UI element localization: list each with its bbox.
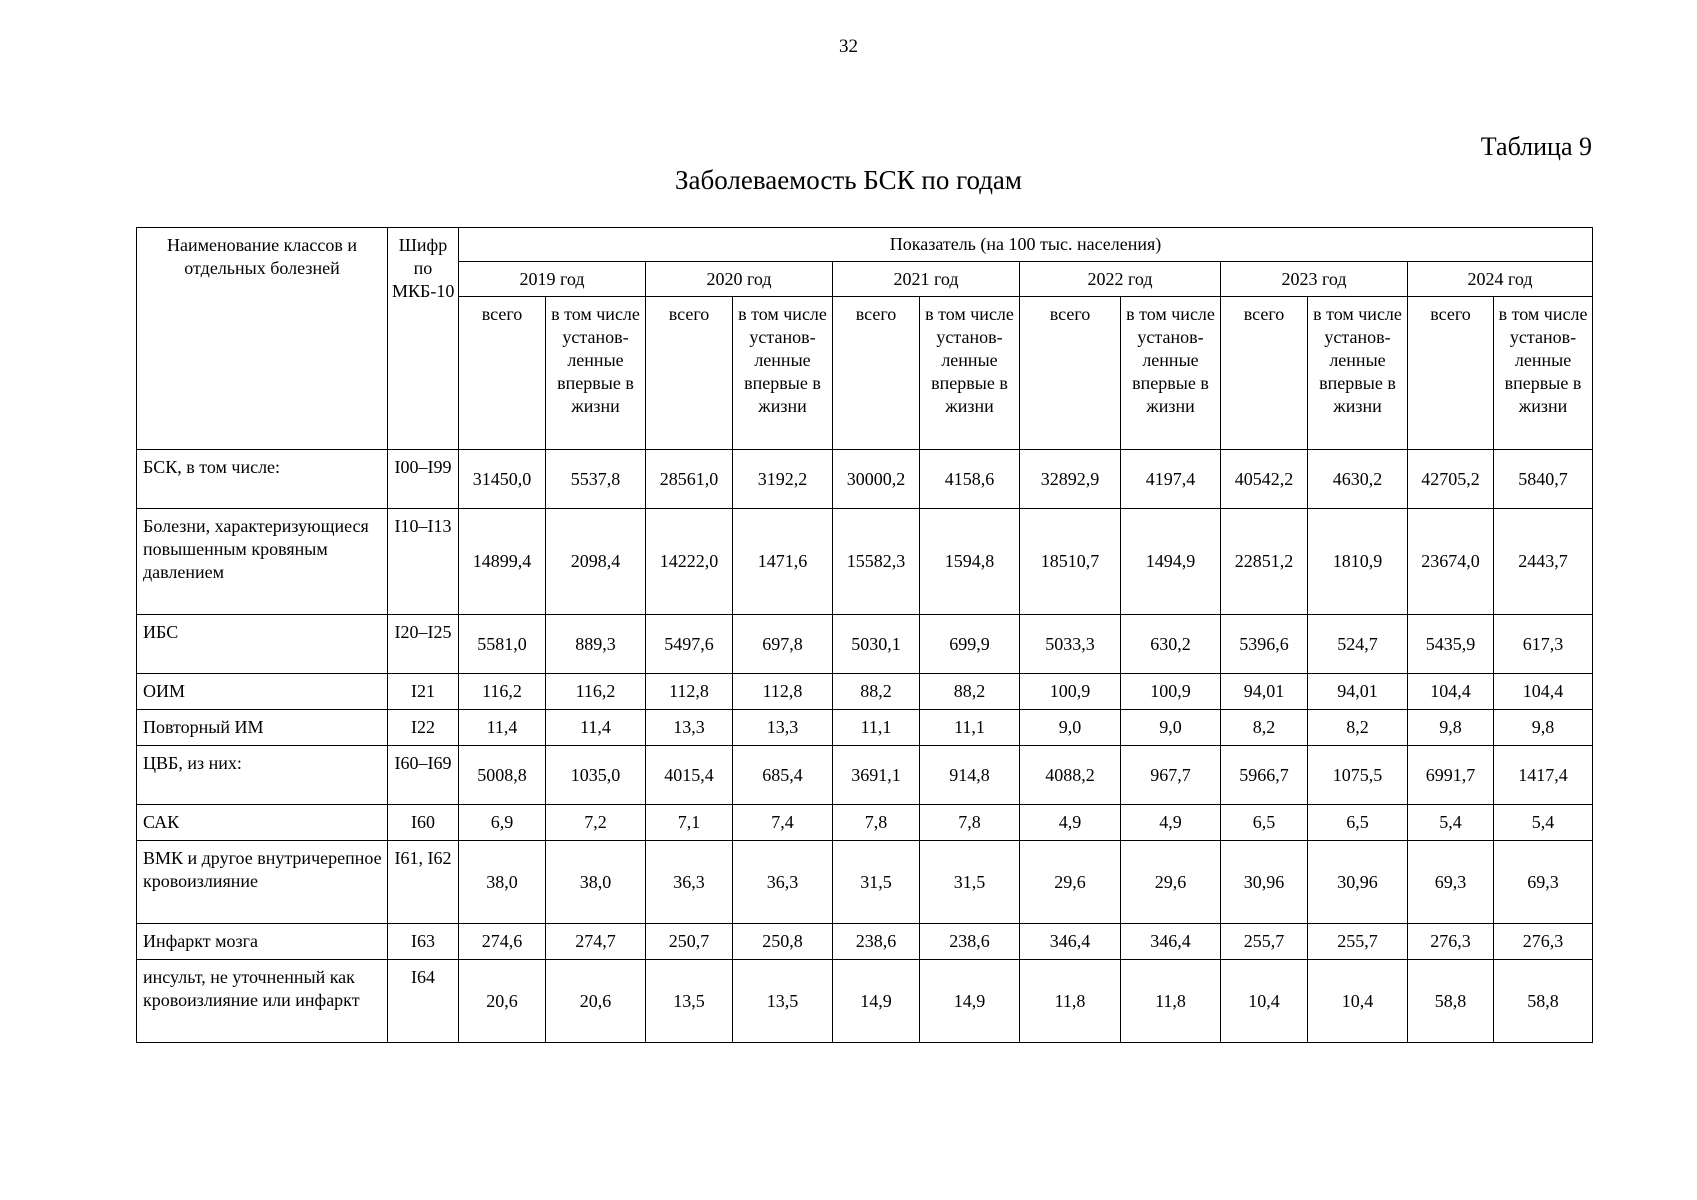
total-value-cell: 15582,3 xyxy=(833,509,920,615)
first-time-value-cell: 11,8 xyxy=(1121,960,1221,1043)
total-value-cell: 31450,0 xyxy=(459,450,546,509)
total-value-cell: 276,3 xyxy=(1408,924,1494,960)
header-first-time: в том числе установ-ленные впервые в жизни xyxy=(733,297,833,450)
icd-code-cell: I21 xyxy=(388,674,459,710)
first-time-value-cell: 1471,6 xyxy=(733,509,833,615)
first-time-value-cell: 2443,7 xyxy=(1494,509,1593,615)
first-time-value-cell: 11,4 xyxy=(546,710,646,746)
total-value-cell: 38,0 xyxy=(459,841,546,924)
total-value-cell: 6991,7 xyxy=(1408,746,1494,805)
first-time-value-cell: 4158,6 xyxy=(920,450,1020,509)
total-value-cell: 4,9 xyxy=(1020,805,1121,841)
header-year: 2021 год xyxy=(833,262,1020,297)
first-time-value-cell: 889,3 xyxy=(546,615,646,674)
first-time-value-cell: 88,2 xyxy=(920,674,1020,710)
total-value-cell: 31,5 xyxy=(833,841,920,924)
header-code: Шифр по МКБ-10 xyxy=(388,228,459,450)
first-time-value-cell: 10,4 xyxy=(1308,960,1408,1043)
total-value-cell: 7,1 xyxy=(646,805,733,841)
first-time-value-cell: 276,3 xyxy=(1494,924,1593,960)
total-value-cell: 346,4 xyxy=(1020,924,1121,960)
icd-code-cell: I60 xyxy=(388,805,459,841)
header-first-time: в том числе установ-ленные впервые в жизни xyxy=(1494,297,1593,450)
table-row xyxy=(137,746,1593,805)
total-value-cell: 14899,4 xyxy=(459,509,546,615)
total-value-cell: 88,2 xyxy=(833,674,920,710)
total-value-cell: 5,4 xyxy=(1408,805,1494,841)
header-first-time: в том числе установ-ленные впервые в жизни xyxy=(920,297,1020,450)
table-title: Заболеваемость БСК по годам xyxy=(674,165,1023,195)
total-value-cell: 20,6 xyxy=(459,960,546,1043)
first-time-value-cell: 14,9 xyxy=(920,960,1020,1043)
first-time-value-cell: 30,96 xyxy=(1308,841,1408,924)
total-value-cell: 42705,2 xyxy=(1408,450,1494,509)
incidence-table xyxy=(136,227,1593,1043)
table-body xyxy=(137,450,1593,1043)
table-row xyxy=(137,924,1593,960)
total-value-cell: 18510,7 xyxy=(1020,509,1121,615)
first-time-value-cell: 9,8 xyxy=(1494,710,1593,746)
total-value-cell: 30,96 xyxy=(1221,841,1308,924)
first-time-value-cell: 5537,8 xyxy=(546,450,646,509)
first-time-value-cell: 685,4 xyxy=(733,746,833,805)
disease-name-cell: ИБС xyxy=(137,615,388,674)
first-time-value-cell: 699,9 xyxy=(920,615,1020,674)
header-year: 2023 год xyxy=(1221,262,1408,297)
total-value-cell: 5033,3 xyxy=(1020,615,1121,674)
first-time-value-cell: 31,5 xyxy=(920,841,1020,924)
table-row xyxy=(137,805,1593,841)
first-time-value-cell: 346,4 xyxy=(1121,924,1221,960)
total-value-cell: 30000,2 xyxy=(833,450,920,509)
first-time-value-cell: 1810,9 xyxy=(1308,509,1408,615)
header-name: Наименование классов и отдельных болезней xyxy=(137,228,388,450)
first-time-value-cell: 9,0 xyxy=(1121,710,1221,746)
first-time-value-cell: 58,8 xyxy=(1494,960,1593,1043)
total-value-cell: 7,8 xyxy=(833,805,920,841)
first-time-value-cell: 1075,5 xyxy=(1308,746,1408,805)
icd-code-cell: I00–I99 xyxy=(388,450,459,509)
total-value-cell: 13,5 xyxy=(646,960,733,1043)
total-value-cell: 5966,7 xyxy=(1221,746,1308,805)
icd-code-cell: I64 xyxy=(388,960,459,1043)
first-time-value-cell: 116,2 xyxy=(546,674,646,710)
first-time-value-cell: 1417,4 xyxy=(1494,746,1593,805)
table-label: Таблица 9 xyxy=(1480,132,1592,161)
total-value-cell: 5497,6 xyxy=(646,615,733,674)
first-time-value-cell: 5,4 xyxy=(1494,805,1593,841)
disease-name-cell: Повторный ИМ xyxy=(137,710,388,746)
total-value-cell: 5435,9 xyxy=(1408,615,1494,674)
first-time-value-cell: 11,1 xyxy=(920,710,1020,746)
page-number: 32 xyxy=(839,36,858,57)
first-time-value-cell: 7,8 xyxy=(920,805,1020,841)
total-value-cell: 11,4 xyxy=(459,710,546,746)
disease-name-cell: ВМК и другое внутричерепное кровоизлияние xyxy=(137,841,388,924)
first-time-value-cell: 36,3 xyxy=(733,841,833,924)
first-time-value-cell: 1594,8 xyxy=(920,509,1020,615)
total-value-cell: 9,0 xyxy=(1020,710,1121,746)
header-first-time: в том числе установ-ленные впервые в жизни xyxy=(1121,297,1221,450)
first-time-value-cell: 2098,4 xyxy=(546,509,646,615)
first-time-value-cell: 4630,2 xyxy=(1308,450,1408,509)
total-value-cell: 3691,1 xyxy=(833,746,920,805)
total-value-cell: 9,8 xyxy=(1408,710,1494,746)
disease-name-cell: ОИМ xyxy=(137,674,388,710)
total-value-cell: 11,1 xyxy=(833,710,920,746)
total-value-cell: 22851,2 xyxy=(1221,509,1308,615)
first-time-value-cell: 4,9 xyxy=(1121,805,1221,841)
disease-name-cell: Инфаркт мозга xyxy=(137,924,388,960)
disease-name-cell: ЦВБ, из них: xyxy=(137,746,388,805)
header-total: всего xyxy=(833,297,920,450)
table-row xyxy=(137,509,1593,615)
first-time-value-cell: 524,7 xyxy=(1308,615,1408,674)
first-time-value-cell: 7,4 xyxy=(733,805,833,841)
total-value-cell: 4015,4 xyxy=(646,746,733,805)
icd-code-cell: I22 xyxy=(388,710,459,746)
disease-name-cell: БСК, в том числе: xyxy=(137,450,388,509)
first-time-value-cell: 250,8 xyxy=(733,924,833,960)
first-time-value-cell: 1494,9 xyxy=(1121,509,1221,615)
icd-code-cell: I61, I62 xyxy=(388,841,459,924)
disease-name-cell: САК xyxy=(137,805,388,841)
total-value-cell: 274,6 xyxy=(459,924,546,960)
header-year: 2024 год xyxy=(1408,262,1593,297)
total-value-cell: 69,3 xyxy=(1408,841,1494,924)
first-time-value-cell: 29,6 xyxy=(1121,841,1221,924)
icd-code-cell: I10–I13 xyxy=(388,509,459,615)
header-indicator: Показатель (на 100 тыс. населения) xyxy=(459,228,1593,262)
first-time-value-cell: 69,3 xyxy=(1494,841,1593,924)
header-total: всего xyxy=(1221,297,1308,450)
total-value-cell: 112,8 xyxy=(646,674,733,710)
total-value-cell: 29,6 xyxy=(1020,841,1121,924)
first-time-value-cell: 20,6 xyxy=(546,960,646,1043)
total-value-cell: 28561,0 xyxy=(646,450,733,509)
table-row xyxy=(137,674,1593,710)
header-first-time: в том числе установ-ленные впервые в жизни xyxy=(1308,297,1408,450)
first-time-value-cell: 94,01 xyxy=(1308,674,1408,710)
total-value-cell: 8,2 xyxy=(1221,710,1308,746)
header-first-time: в том числе установ-ленные впервые в жизни xyxy=(546,297,646,450)
table-row xyxy=(137,450,1593,509)
first-time-value-cell: 630,2 xyxy=(1121,615,1221,674)
first-time-value-cell: 13,3 xyxy=(733,710,833,746)
header-year: 2019 год xyxy=(459,262,646,297)
total-value-cell: 10,4 xyxy=(1221,960,1308,1043)
total-value-cell: 94,01 xyxy=(1221,674,1308,710)
total-value-cell: 14,9 xyxy=(833,960,920,1043)
disease-name-cell: инсульт, не уточненный как кровоизлияние или инфаркт xyxy=(137,960,388,1043)
total-value-cell: 104,4 xyxy=(1408,674,1494,710)
total-value-cell: 6,9 xyxy=(459,805,546,841)
total-value-cell: 32892,9 xyxy=(1020,450,1121,509)
total-value-cell: 40542,2 xyxy=(1221,450,1308,509)
first-time-value-cell: 5840,7 xyxy=(1494,450,1593,509)
total-value-cell: 5581,0 xyxy=(459,615,546,674)
table-row xyxy=(137,960,1593,1043)
total-value-cell: 250,7 xyxy=(646,924,733,960)
first-time-value-cell: 38,0 xyxy=(546,841,646,924)
total-value-cell: 116,2 xyxy=(459,674,546,710)
first-time-value-cell: 8,2 xyxy=(1308,710,1408,746)
table-row xyxy=(137,710,1593,746)
disease-name-cell: Болезни, характеризующиеся повышенным кровяным давлением xyxy=(137,509,388,615)
table-row xyxy=(137,841,1593,924)
total-value-cell: 238,6 xyxy=(833,924,920,960)
total-value-cell: 5396,6 xyxy=(1221,615,1308,674)
first-time-value-cell: 697,8 xyxy=(733,615,833,674)
icd-code-cell: I60–I69 xyxy=(388,746,459,805)
first-time-value-cell: 112,8 xyxy=(733,674,833,710)
first-time-value-cell: 6,5 xyxy=(1308,805,1408,841)
total-value-cell: 4088,2 xyxy=(1020,746,1121,805)
total-value-cell: 11,8 xyxy=(1020,960,1121,1043)
table-row xyxy=(137,615,1593,674)
header-total: всего xyxy=(459,297,546,450)
total-value-cell: 100,9 xyxy=(1020,674,1121,710)
first-time-value-cell: 967,7 xyxy=(1121,746,1221,805)
first-time-value-cell: 617,3 xyxy=(1494,615,1593,674)
first-time-value-cell: 255,7 xyxy=(1308,924,1408,960)
first-time-value-cell: 1035,0 xyxy=(546,746,646,805)
first-time-value-cell: 4197,4 xyxy=(1121,450,1221,509)
table-header xyxy=(137,228,1593,450)
first-time-value-cell: 13,5 xyxy=(733,960,833,1043)
icd-code-cell: I63 xyxy=(388,924,459,960)
icd-code-cell: I20–I25 xyxy=(388,615,459,674)
header-total: всего xyxy=(1020,297,1121,450)
total-value-cell: 13,3 xyxy=(646,710,733,746)
first-time-value-cell: 274,7 xyxy=(546,924,646,960)
header-year: 2022 год xyxy=(1020,262,1221,297)
first-time-value-cell: 100,9 xyxy=(1121,674,1221,710)
first-time-value-cell: 3192,2 xyxy=(733,450,833,509)
first-time-value-cell: 914,8 xyxy=(920,746,1020,805)
header-year: 2020 год xyxy=(646,262,833,297)
total-value-cell: 14222,0 xyxy=(646,509,733,615)
total-value-cell: 5008,8 xyxy=(459,746,546,805)
header-total: всего xyxy=(646,297,733,450)
total-value-cell: 58,8 xyxy=(1408,960,1494,1043)
total-value-cell: 6,5 xyxy=(1221,805,1308,841)
total-value-cell: 36,3 xyxy=(646,841,733,924)
first-time-value-cell: 104,4 xyxy=(1494,674,1593,710)
total-value-cell: 23674,0 xyxy=(1408,509,1494,615)
header-total: всего xyxy=(1408,297,1494,450)
first-time-value-cell: 238,6 xyxy=(920,924,1020,960)
first-time-value-cell: 7,2 xyxy=(546,805,646,841)
total-value-cell: 5030,1 xyxy=(833,615,920,674)
total-value-cell: 255,7 xyxy=(1221,924,1308,960)
